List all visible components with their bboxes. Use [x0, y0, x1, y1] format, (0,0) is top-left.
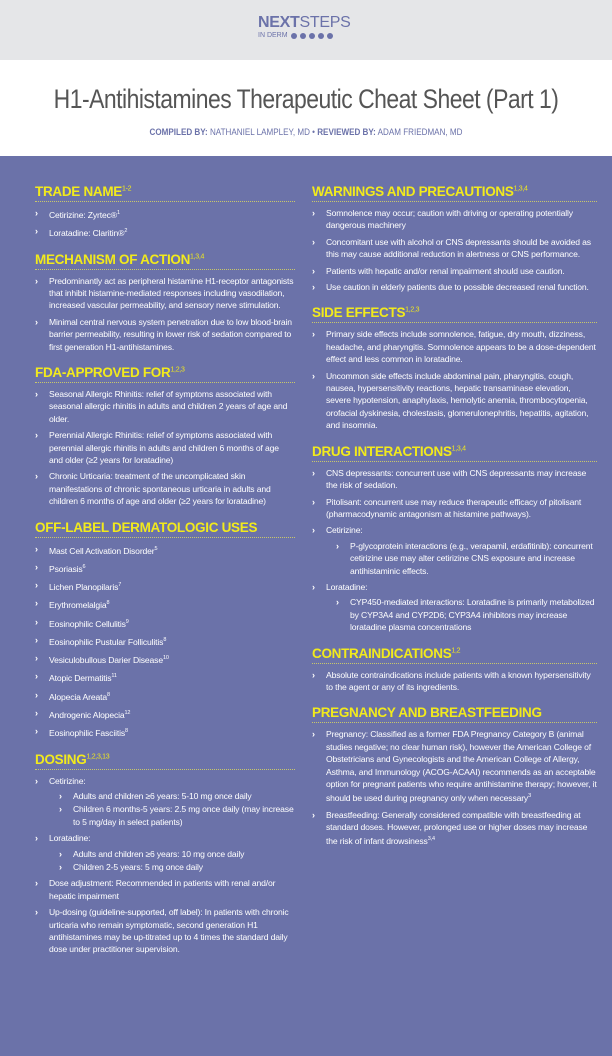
list-item: [312, 496, 597, 521]
reference-sup: 3: [528, 793, 532, 800]
item-text: Cetirizine:: [326, 525, 363, 536]
chevron-right-icon: ›: [312, 236, 315, 247]
list-item: [312, 467, 597, 492]
chevron-right-icon: ›: [312, 329, 315, 340]
list-item: [35, 616, 295, 630]
section-heading: [35, 520, 295, 538]
item-text: CNS depressants: concurrent use with CNS depressants may increase the risk of sedation.: [326, 467, 587, 491]
chevron-right-icon: ›: [312, 467, 315, 478]
list-item: [35, 775, 295, 829]
chevron-right-icon: ›: [59, 861, 62, 872]
item-text: Adults and children ≥6 years: 5-10 mg once daily: [73, 790, 252, 801]
section-drug-interactions: [312, 444, 597, 634]
dot-icon: [309, 33, 315, 39]
reviewed-name: ADAM FRIEDMAN, MD: [377, 127, 463, 138]
reference-sup: 1,2,3,13: [86, 753, 110, 761]
separator: •: [312, 127, 315, 138]
chevron-right-icon: ›: [336, 597, 339, 608]
chevron-right-icon: ›: [35, 316, 38, 327]
section-mechanism-of-action: [35, 252, 295, 353]
brand-bar: [0, 0, 612, 60]
item-text: Patients with hepatic and/or renal impairment should use caution.: [326, 265, 565, 276]
reference-sup: 1,3,4: [451, 445, 466, 453]
list-item: [35, 543, 295, 557]
list-item: [312, 524, 597, 577]
chevron-right-icon: ›: [35, 653, 38, 664]
item-text: Uncommon side effects include abdominal pain, pharyngitis, cough, nausea, hypersensitivity reactions, hepatic transaminase elevation, severe hypotension, anaphylaxis, hemolytic anemia, thrombocytopenia, orofacial dyskinesia, cholestasis, glomerulonephritis, hepatitis, agitation, and insomnia.: [326, 370, 589, 431]
section-title: SIDE EFFECTS: [312, 305, 406, 321]
list-item: [35, 579, 295, 593]
list-item: [35, 877, 295, 902]
item-text: Adults and children ≥6 years: 10 mg once daily: [73, 848, 245, 859]
chevron-right-icon: ›: [59, 804, 62, 815]
list-item: [336, 540, 597, 577]
section-title: MECHANISM OF ACTION: [35, 251, 191, 267]
section-heading: [312, 184, 597, 202]
item-text: Eosinophilic Pustular Folliculitis: [49, 636, 164, 647]
reference-sup: 6: [82, 563, 86, 570]
reference-sup: 8: [106, 691, 110, 698]
reference-sup: 8: [106, 600, 110, 607]
section-off-label-dermatologic-uses: [35, 520, 295, 740]
chevron-right-icon: ›: [35, 726, 38, 737]
bullet-list: [59, 848, 295, 874]
reference-sup: 1,3,4: [190, 253, 205, 261]
list-item: [35, 725, 295, 739]
item-text: Minimal central nervous system penetration due to low blood-brain barrier permeability, resulting in lower risk of sedation compared to first generation H1-antihistamines.: [49, 316, 292, 352]
list-item: [312, 728, 597, 804]
section-trade-name: [35, 184, 295, 240]
chevron-right-icon: ›: [35, 388, 38, 399]
page-title: H1-Antihistamines Therapeutic Cheat Sheet (Part 1): [53, 84, 559, 114]
chevron-right-icon: ›: [35, 616, 38, 627]
dot-icon: [300, 33, 306, 39]
section-side-effects: [312, 305, 597, 431]
list-item: [35, 707, 295, 721]
item-text: CYP450-mediated interactions: Loratadine is primarily metabolized by CYP3A4 and CYP2D6; CYP3A4 inhibitors may increase loratadine plasma concentrations: [350, 597, 595, 633]
list-item: [312, 281, 597, 293]
chevron-right-icon: ›: [35, 598, 38, 609]
list-item: [35, 670, 295, 684]
chevron-right-icon: ›: [312, 525, 315, 536]
list-item: [312, 265, 597, 277]
section-title: DOSING: [35, 751, 87, 767]
reference-sup: 11: [111, 673, 117, 680]
list-item: [35, 275, 295, 312]
section-heading: [35, 752, 295, 770]
bullet-list: [35, 207, 295, 240]
item-text: Eosinophilic Fasciitis: [49, 728, 125, 739]
list-item: [35, 207, 295, 221]
section-title: OFF-LABEL DERMATOLOGIC USES: [35, 519, 258, 535]
list-item: [336, 596, 597, 633]
item-text: Loratadine:: [326, 581, 368, 592]
reference-sup: 1,2,3: [405, 306, 420, 314]
section-title: TRADE NAME: [35, 184, 122, 199]
list-item: [35, 832, 295, 873]
chevron-right-icon: ›: [35, 689, 38, 700]
list-item: [35, 470, 295, 507]
logo-text-light: STEPS: [299, 14, 351, 31]
chevron-right-icon: ›: [312, 669, 315, 680]
item-text: Androgenic Alopecia: [49, 709, 125, 720]
right-column: [312, 184, 597, 860]
chevron-right-icon: ›: [35, 878, 38, 889]
item-text: Eosinophilic Cellulitis: [49, 618, 126, 629]
dot-icon: [318, 33, 324, 39]
item-text: Seasonal Allergic Rhinitis: relief of symptoms associated with seasonal allergic rhinitis in adults and children 2 years of age and older.: [49, 388, 288, 424]
logo-text-bold: NEXT: [258, 14, 300, 31]
list-item: [35, 689, 295, 703]
bullet-list: [35, 388, 295, 508]
item-text: P-glycoprotein interactions (e.g., verapamil, erdafitinib): concurrent cetirizine use may alter cetirizine CNS exposure and increase antihistaminic effects.: [350, 540, 593, 576]
item-text: Vesiculobullous Darier Disease: [49, 655, 163, 666]
list-item: [35, 906, 295, 956]
item-text: Use caution in elderly patients due to possible decreased renal function.: [326, 282, 589, 293]
item-text: Somnolence may occur; caution with driving or operating potentially dangerous machinery: [326, 208, 573, 231]
section-title: PREGNANCY AND BREASTFEEDING: [312, 705, 542, 721]
compiled-name: NATHANIEL LAMPLEY, MD: [209, 127, 310, 138]
section-heading: [312, 305, 597, 323]
list-item: [312, 370, 597, 432]
list-item: [312, 236, 597, 261]
section-warnings-and-precautions: [312, 184, 597, 293]
dot-icon: [291, 33, 297, 39]
list-item: [312, 809, 597, 848]
bullet-list: [336, 540, 597, 577]
section-contraindications: [312, 646, 597, 694]
item-text: Absolute contraindications include patients with a known hypersensitivity to the agent or any of its ingredients.: [326, 669, 591, 692]
bullet-list: [312, 328, 597, 431]
chevron-right-icon: ›: [312, 581, 315, 592]
section-heading: [312, 705, 597, 723]
chevron-right-icon: ›: [35, 561, 38, 572]
left-column: [35, 184, 295, 968]
item-text: Dose adjustment: Recommended in patients with renal and/or hepatic impairment: [49, 878, 276, 901]
chevron-right-icon: ›: [35, 833, 38, 844]
chevron-right-icon: ›: [35, 671, 38, 682]
reference-sup: 1,3,4: [513, 185, 528, 193]
item-text: Concomitant use with alcohol or CNS depressants should be avoided as this may cause additional reduction in alertness or CNS performance.: [326, 236, 591, 260]
list-item: [312, 207, 597, 232]
section-title: WARNINGS AND PRECAUTIONS: [312, 184, 514, 199]
chevron-right-icon: ›: [312, 282, 315, 293]
reference-sup: 12: [124, 710, 131, 717]
item-text: Chronic Urticaria: treatment of the uncomplicated skin manifestations of chronic spontaneous urticaria in adults and children 6 months of age and older (≥2 years for loratadine): [49, 471, 271, 507]
chevron-right-icon: ›: [312, 370, 315, 381]
logo-tagline: IN DERM: [258, 32, 288, 39]
section-heading: [35, 184, 295, 202]
chevron-right-icon: ›: [35, 226, 38, 237]
item-text: Perennial Allergic Rhinitis: relief of symptoms associated with perennial allergic rhinitis in adults and children 6 months of age and older (≥2 years for loratadine): [49, 430, 279, 465]
chevron-right-icon: ›: [35, 775, 38, 786]
logo: [258, 15, 350, 39]
list-item: [59, 803, 295, 828]
reference-sup: 1: [116, 210, 120, 216]
chevron-right-icon: ›: [35, 634, 38, 645]
chevron-right-icon: ›: [59, 848, 62, 859]
list-item: [59, 861, 295, 873]
chevron-right-icon: ›: [312, 729, 315, 740]
bullet-list: [312, 207, 597, 293]
section-title: CONTRAINDICATIONS: [312, 645, 452, 661]
section-dosing: [35, 752, 295, 956]
list-item: [35, 652, 295, 666]
chevron-right-icon: ›: [35, 580, 38, 591]
bullet-list: [312, 467, 597, 634]
chevron-right-icon: ›: [312, 265, 315, 276]
reviewed-label: REVIEWED BY:: [317, 127, 376, 138]
chevron-right-icon: ›: [35, 430, 38, 441]
item-text: Pregnancy: Classified as a former FDA Pregnancy Category B (animal studies negative; no clear human risk), however the American College of Obstetricians and Gynecologists and the American College of Allergy, Asthma, and Immunology (ACOG-ACAAI) recommends as an acceptable option for pregnant patients who require antihistamine therapy; however, it should be used during pregnancy only when necessary: [326, 729, 597, 804]
list-item: [35, 316, 295, 353]
reference-sup: 1,2: [451, 647, 461, 655]
reference-sup: 2: [124, 228, 128, 235]
reference-sup: 5: [154, 545, 158, 552]
item-text: Loratadine: Claritin®: [49, 228, 125, 239]
list-item: [312, 581, 597, 634]
reference-sup: 8: [124, 728, 128, 735]
chevron-right-icon: ›: [35, 543, 38, 554]
bullet-list: [312, 728, 597, 847]
dot-icon: [327, 33, 333, 39]
reference-sup: 7: [118, 582, 122, 589]
bullet-list: [312, 669, 597, 694]
chevron-right-icon: ›: [336, 540, 339, 551]
item-text: Atopic Dermatitis: [49, 673, 112, 684]
item-text: Up-dosing (guideline-supported, off label): In patients with chronic urticaria who remain symptomatic, second generation H1 antihistamines may be up-titrated up to 4 times the standard daily dose under practitioner supervision.: [49, 907, 289, 955]
bullet-list: [35, 775, 295, 956]
item-text: Alopecia Areata: [49, 691, 107, 702]
section-title: DRUG INTERACTIONS: [312, 443, 452, 459]
chevron-right-icon: ›: [312, 496, 315, 507]
chevron-right-icon: ›: [35, 907, 38, 918]
section-heading: [312, 646, 597, 664]
reference-sup: 8: [163, 636, 167, 643]
bullet-list: [59, 790, 295, 828]
item-text: Loratadine:: [49, 833, 91, 844]
list-item: [35, 597, 295, 611]
reference-sup: 9: [125, 618, 129, 625]
list-item: [35, 561, 295, 575]
section-title: FDA-APPROVED FOR: [35, 364, 171, 380]
item-text: Mast Cell Activation Disorder: [49, 545, 155, 556]
chevron-right-icon: ›: [35, 471, 38, 482]
section-heading: [35, 252, 295, 270]
item-text: Predominantly act as peripheral histamine H1-receptor antagonists that inhibit histamine-mediated responses including vasodilation, increased vascular permeability, and sensory nerve stimulation.: [49, 275, 294, 311]
item-text: Lichen Planopilaris: [49, 582, 119, 593]
item-text: Erythromelalgia: [49, 600, 107, 611]
bullet-list: [336, 596, 597, 633]
chevron-right-icon: ›: [312, 208, 315, 218]
bullet-list: [35, 275, 295, 353]
chevron-right-icon: ›: [35, 708, 38, 719]
credits: [46, 127, 566, 138]
list-item: [35, 429, 295, 466]
section-pregnancy-and-breastfeeding: [312, 705, 597, 847]
chevron-right-icon: ›: [59, 790, 62, 801]
section-heading: [312, 444, 597, 462]
item-text: Cetirizine:: [49, 775, 86, 786]
title-block: [0, 60, 612, 156]
chevron-right-icon: ›: [35, 275, 38, 286]
item-text: Pitolisant: concurrent use may reduce therapeutic efficacy of pitolisant (pharmacodynamic antagonism at histamine pathways).: [326, 496, 582, 519]
reference-sup: 1,2,3: [170, 366, 185, 374]
reference-sup: 10: [162, 655, 169, 662]
chevron-right-icon: ›: [312, 809, 315, 820]
section-heading: [35, 365, 295, 383]
item-text: Cetirizine: Zyrtec®: [49, 209, 117, 220]
compiled-label: COMPILED BY:: [149, 127, 208, 138]
list-item: [312, 328, 597, 365]
reference-sup: 1-2: [122, 185, 132, 193]
list-item: [35, 225, 295, 239]
item-text: Psoriasis: [49, 563, 83, 574]
list-item: [35, 634, 295, 648]
list-item: [35, 388, 295, 425]
bullet-list: [35, 543, 295, 740]
item-text: Children 6 months-5 years: 2.5 mg once daily (may increase to 5 mg/day in select patients): [73, 804, 294, 827]
list-item: [59, 790, 295, 802]
item-text: Children 2-5 years: 5 mg once daily: [73, 861, 203, 872]
chevron-right-icon: ›: [35, 208, 38, 218]
item-text: Breastfeeding: Generally considered compatible with breastfeeding at standard doses. However, prolonged use or higher doses may increase the risk of infant drowsiness: [326, 809, 588, 847]
list-item: [59, 848, 295, 860]
reference-sup: 3,4: [427, 836, 435, 843]
list-item: [312, 669, 597, 694]
item-text: Primary side effects include somnolence, fatigue, dry mouth, dizziness, headache, and pharyngitis. Somnolence appears to be a dose-dependent effect and less common in loratadine.: [326, 329, 596, 365]
section-fda-approved-for: [35, 365, 295, 508]
